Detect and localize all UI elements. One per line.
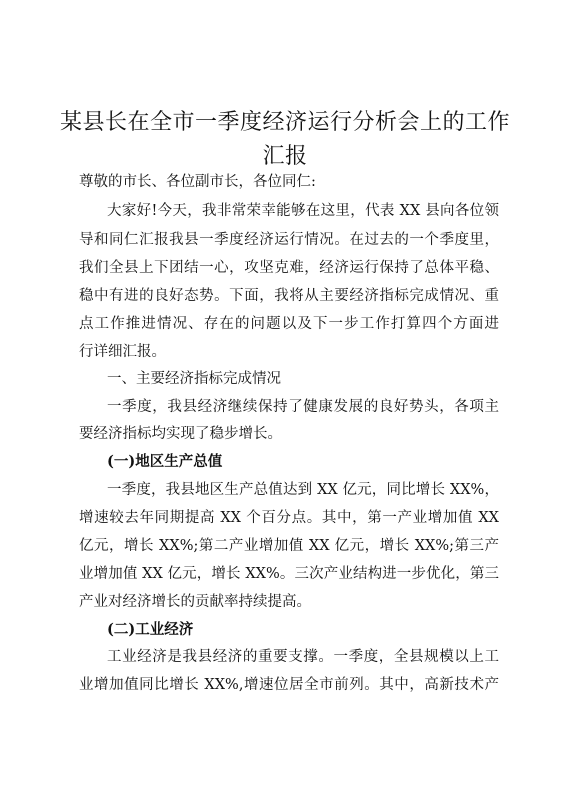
paragraph-line: 产业对经济增长的贡献率持续提高。 [79, 594, 311, 610]
paragraph-line: 工业经济是我县经济的重要支撑。一季度，全县规模以上工 [107, 649, 499, 665]
subsection-heading: (一)地区生产总值 [107, 453, 223, 470]
paragraph-line: 行详细汇报。 [79, 344, 166, 360]
paragraph-line: 一季度，我县经济继续保持了健康发展的良好势头，各项主 [107, 399, 499, 415]
paragraph-line: 点工作推进情况、存在的问题以及下一步工作打算四个方面进 [79, 316, 499, 332]
document-title-line-2: 汇报 [262, 144, 308, 169]
paragraph-line: 稳中有进的良好态势。下面，我将从主要经济指标完成情况、重 [79, 288, 499, 304]
paragraph-line: 导和同仁汇报我县一季度经济运行情况。在过去的一个季度里， [79, 232, 499, 248]
paragraph-line: 增速较去年同期提高 XX 个百分点。其中，第一产业增加值 XX [79, 510, 499, 526]
paragraph-line: 业增加值 XX 亿元，增长 XX%。三次产业结构进一步优化，第三 [79, 566, 499, 582]
subsection-heading: (二)工业经济 [107, 621, 194, 638]
paragraph-line: 我们全县上下团结一心，攻坚克难，经济运行保持了总体平稳、 [79, 260, 499, 276]
paragraph-line: 大家好!今天，我非常荣幸能够在这里，代表 XX 县向各位领 [107, 203, 499, 219]
paragraph-line: 业增加值同比增长 XX%,增速位居全市前列。其中，高新技术产 [79, 677, 499, 693]
salutation: 尊敬的市长、各位副市长，各位同仁: [79, 174, 316, 190]
paragraph-line: 亿元，增长 XX%;第二产业增加值 XX 亿元，增长 XX%;第三产 [79, 538, 499, 554]
document-title-line-1: 某县长在全市一季度经济运行分析会上的工作 [59, 110, 510, 135]
section-heading: 一、主要经济指标完成情况 [107, 371, 281, 387]
paragraph-line: 一季度，我县地区生产总值达到 XX 亿元，同比增长 XX%， [107, 482, 499, 498]
paragraph-line: 要经济指标均实现了稳步增长。 [79, 426, 282, 442]
